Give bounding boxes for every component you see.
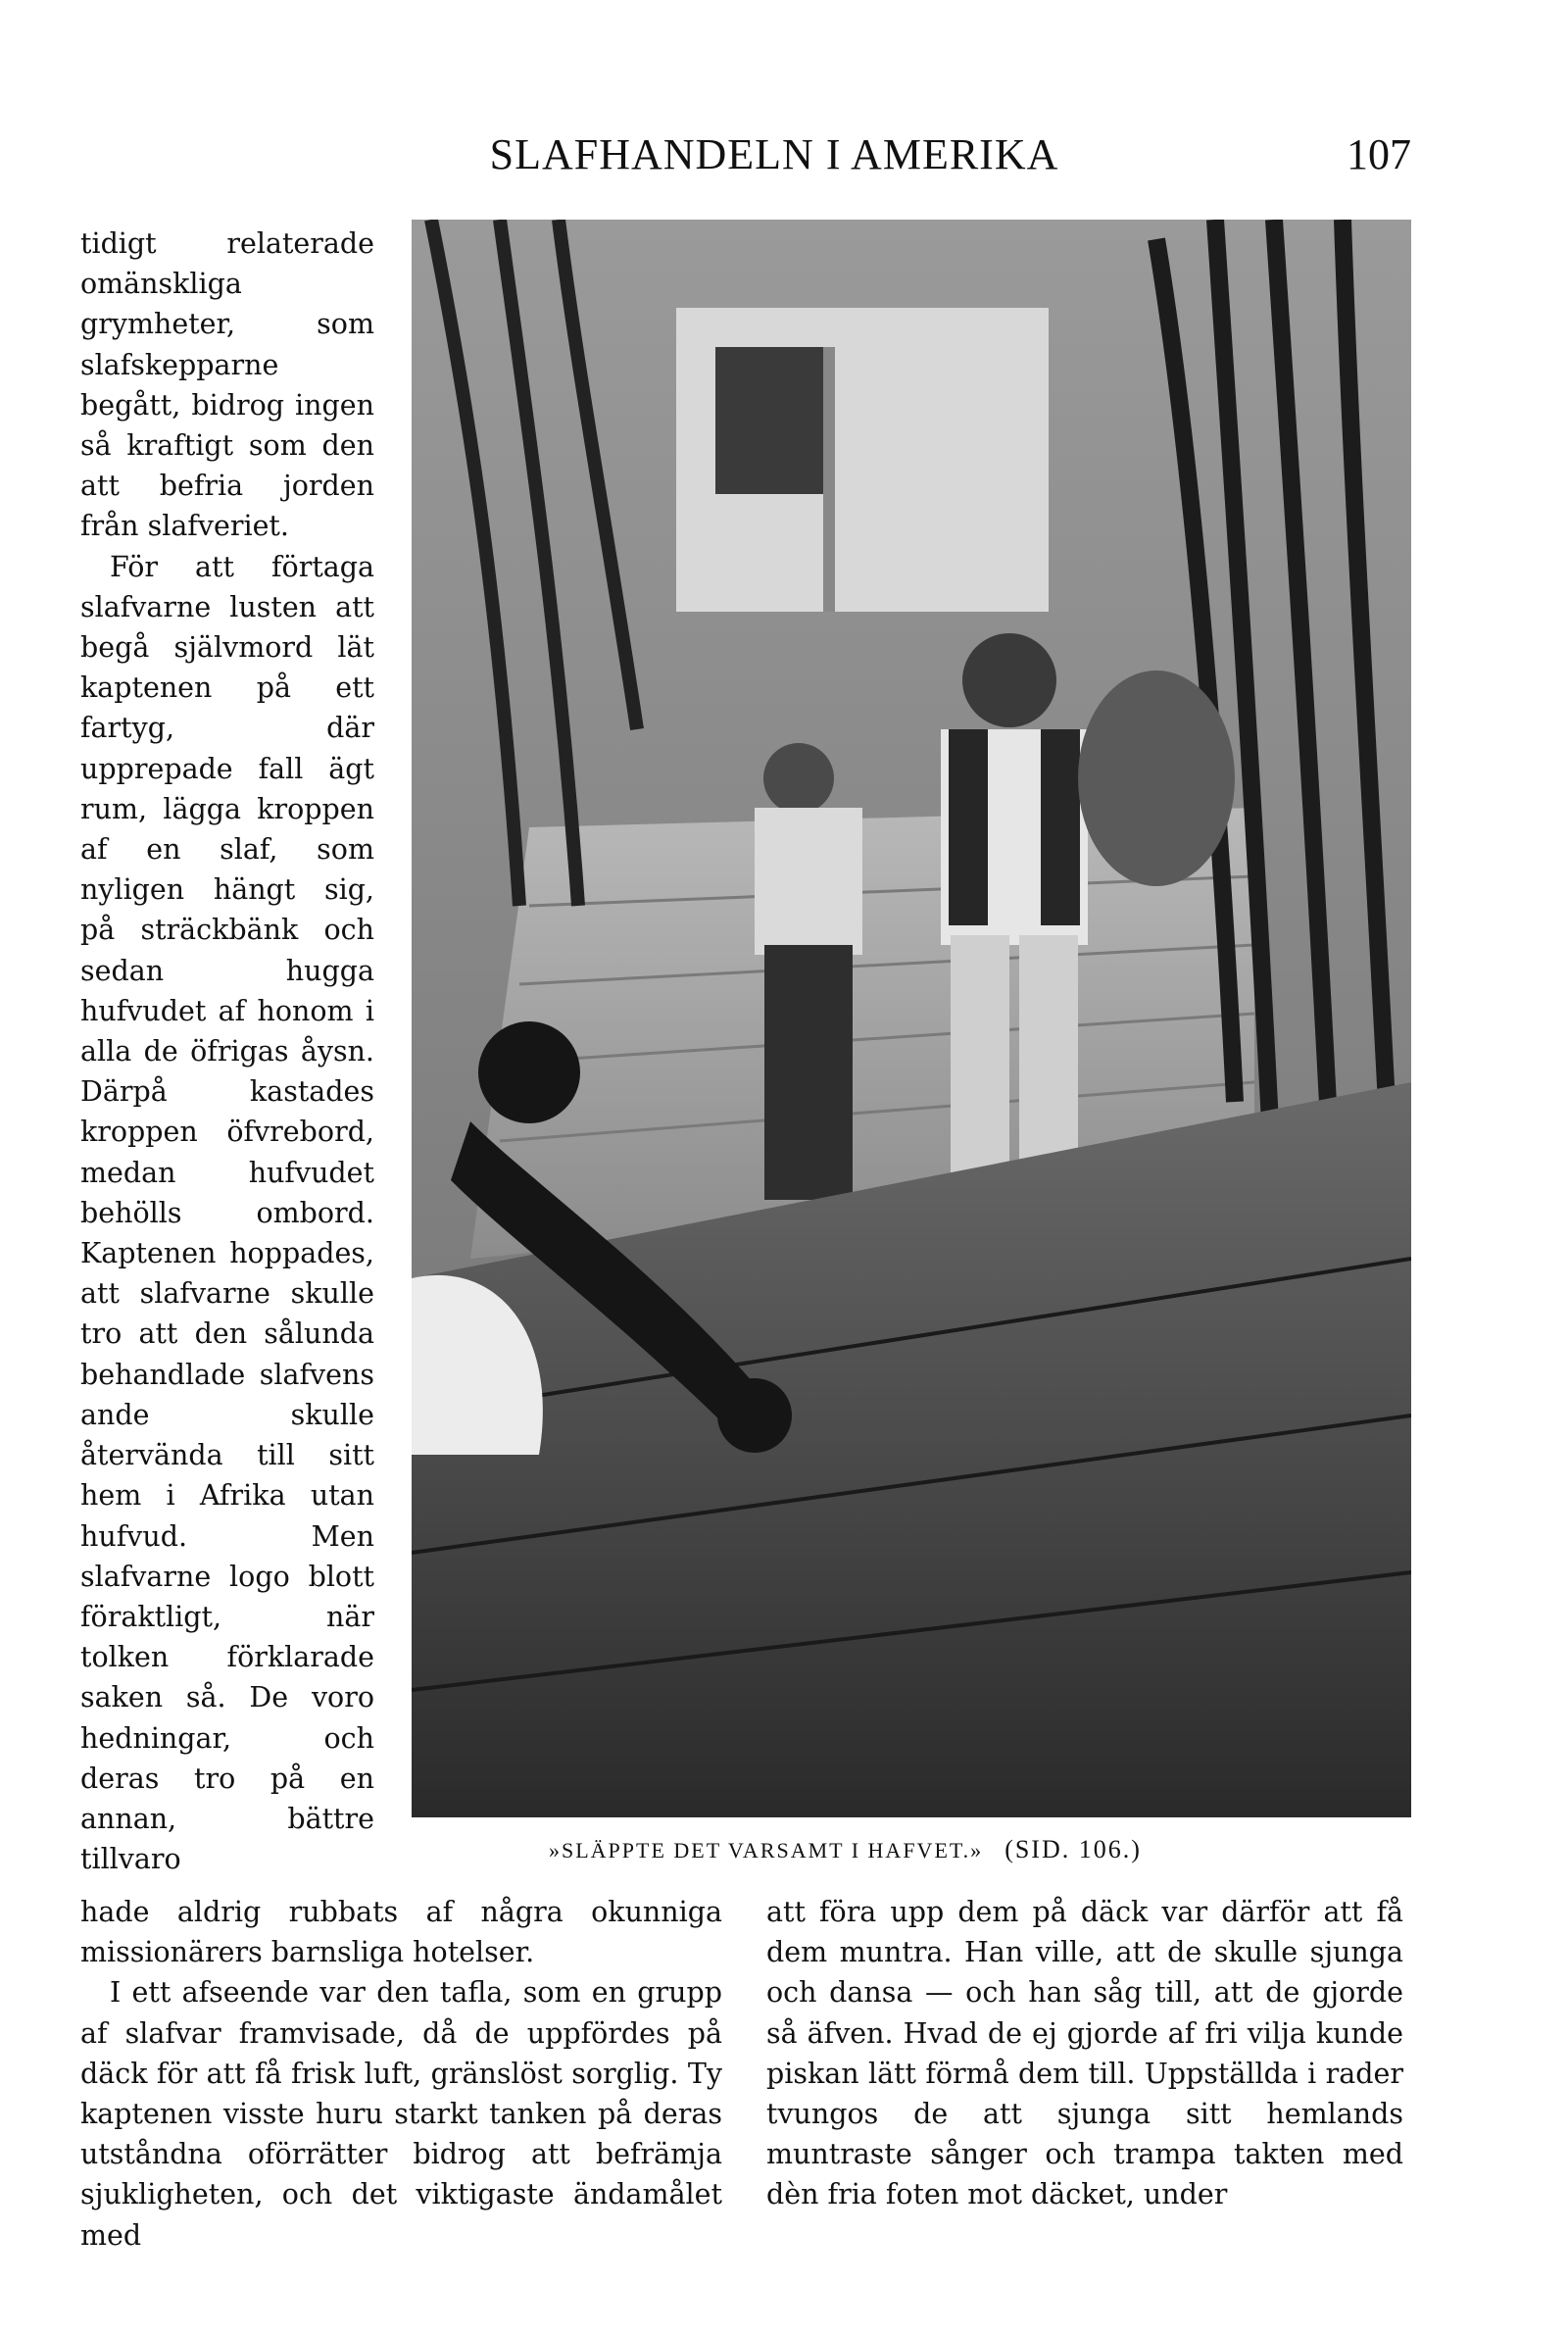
deckhouse-window bbox=[715, 347, 823, 494]
barrel bbox=[1078, 670, 1235, 886]
running-title: SLAFHANDELN I AMERIKA bbox=[489, 130, 1059, 178]
ship-deck-illustration bbox=[412, 220, 1411, 1817]
caption-text: »SLÄPPTE DET VARSAMT I HAFVET.» bbox=[549, 1838, 984, 1862]
illustration-artwork bbox=[412, 220, 1411, 1817]
bottom-left-paragraph-1: hade aldrig rubbats af några okunniga missionärers barnsliga hotelser. bbox=[80, 1896, 722, 1969]
bottom-right-paragraph-1: att föra upp dem på däck var därför att få dem muntra. Han ville, att de skulle sjunga och dansa — och han såg till, att de gjorde så äfven. Hvad de ej gjorde af fri vilja kunde piskan lätt förmå dem till. Uppställda i rader tvungos de att sjunga sitt hemlands muntraste sånger och trampa takten med dèn fria foten mot däcket, under bbox=[766, 1896, 1403, 2211]
illustration-caption bbox=[549, 1835, 1411, 1864]
bottom-left-column bbox=[80, 1892, 722, 2256]
side-paragraph-1: tidigt relaterade omänskliga grymheter, som slafskepparne begått, bidrog ingen så kraftigt som den att befria jorden från slafveriet. bbox=[80, 227, 374, 543]
page-header bbox=[78, 129, 1411, 188]
crouching-boy-figure bbox=[755, 743, 862, 1200]
page-number: 107 bbox=[1347, 130, 1411, 178]
bottom-right-column bbox=[766, 1892, 1403, 2215]
side-text-column bbox=[80, 223, 374, 1879]
side-paragraph-2: För att förtaga slafvarne lusten att begå självmord lät kaptenen på ett fartyg, där upprepade fall ägt rum, lägga kroppen af en slaf, som nyligen hängt sig, på sträckbänk och sedan hugga hufvudet af honom i alla de öfrigas åysn. Därpå kastades kroppen öfvrebord, medan hufvudet behölls ombord. Kaptenen hoppades, att slafvarne skulle tro att den sålunda behandlade slafvens ande skulle återvända till sitt hem i Afrika utan hufvud. Men slafvarne logo blott föraktligt, när tolken förklarade saken så. De voro hedningar, och deras tro på en annan, bättre tillvaro bbox=[80, 550, 374, 1876]
caption-page-reference: (SID. 106.) bbox=[1004, 1835, 1142, 1863]
bottom-left-paragraph-2: I ett afseende var den tafla, som en grupp af slafvar framvisade, då de uppfördes på däck för att få frisk luft, gränslöst sorglig. Ty kaptenen visste huru starkt tanken på deras utståndna oförrätter bidrog att befrämja sjukligheten, och det viktigaste ändamålet med bbox=[80, 1976, 722, 2252]
